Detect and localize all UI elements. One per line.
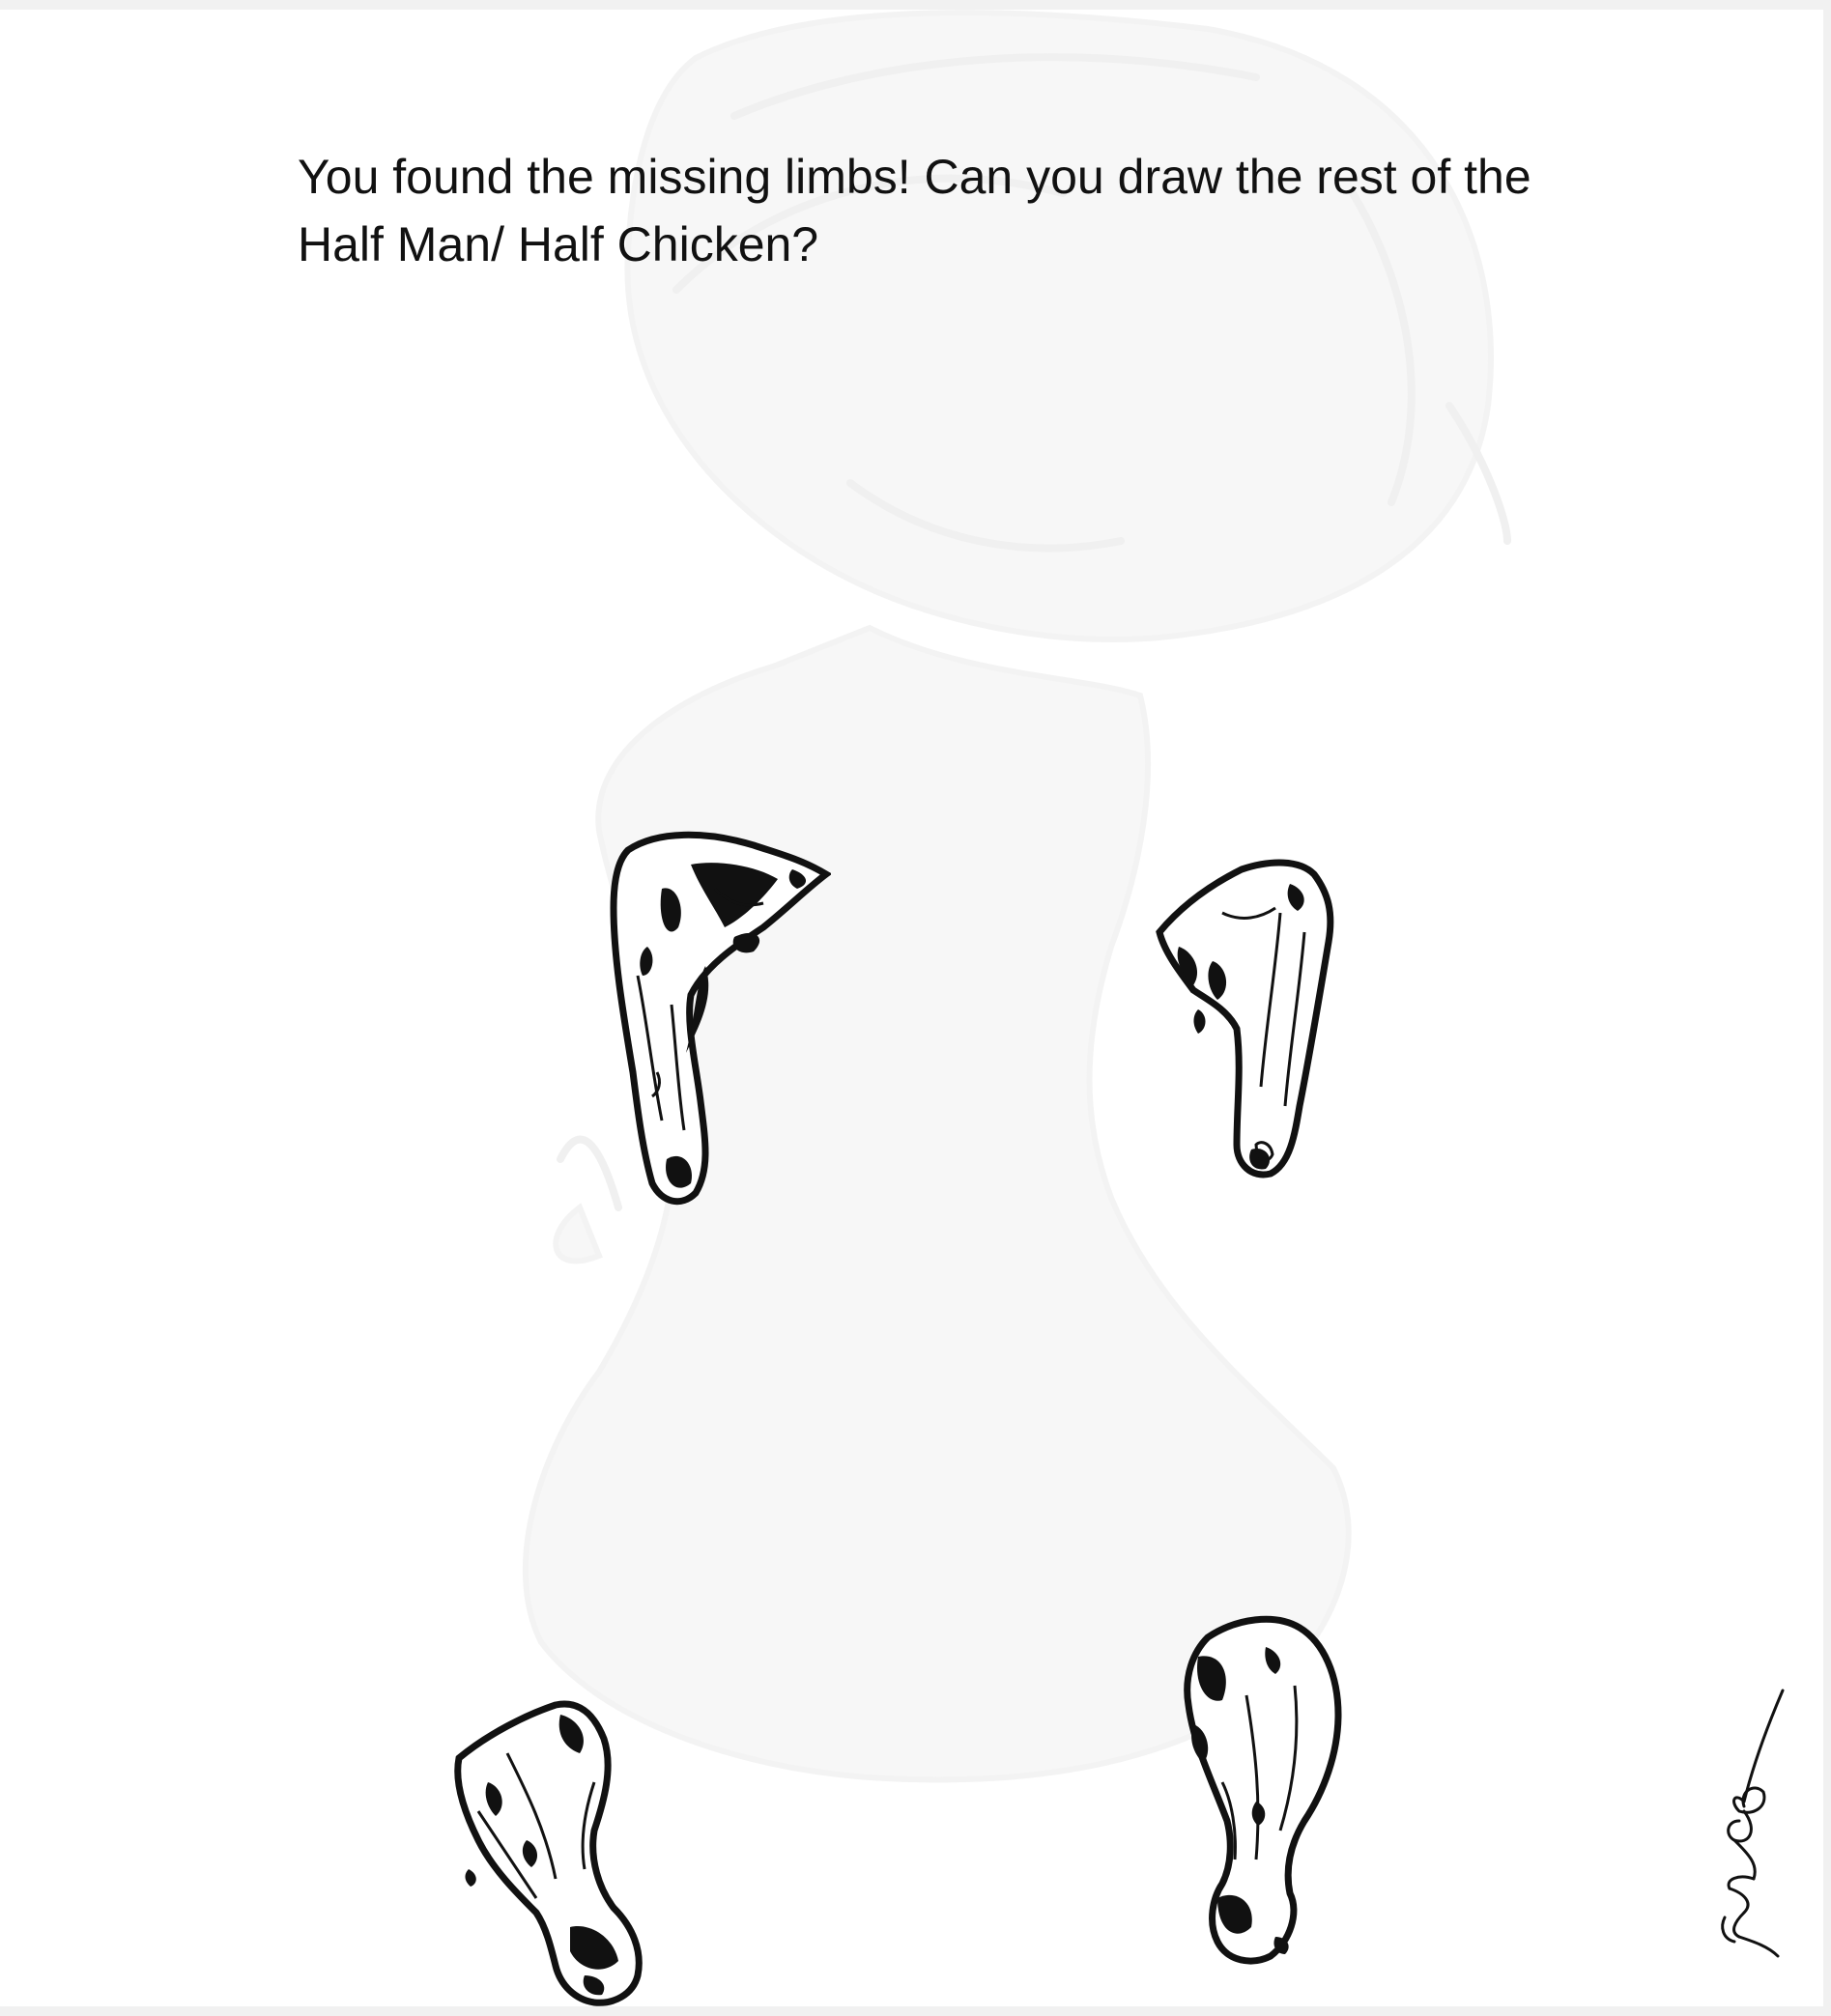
instruction-line-2: Half Man/ Half Chicken? bbox=[298, 217, 819, 271]
lower-right-drumstick-icon bbox=[1179, 1608, 1348, 1966]
upper-left-wing-icon bbox=[609, 831, 831, 1207]
instruction-text bbox=[298, 143, 1670, 278]
upper-right-wing-icon bbox=[1155, 855, 1338, 1178]
artist-signature-icon bbox=[1715, 1686, 1792, 1961]
instruction-line-1: You found the missing limbs! Can you draw the rest of the bbox=[298, 150, 1531, 204]
lower-left-drumstick-icon bbox=[449, 1695, 647, 2009]
